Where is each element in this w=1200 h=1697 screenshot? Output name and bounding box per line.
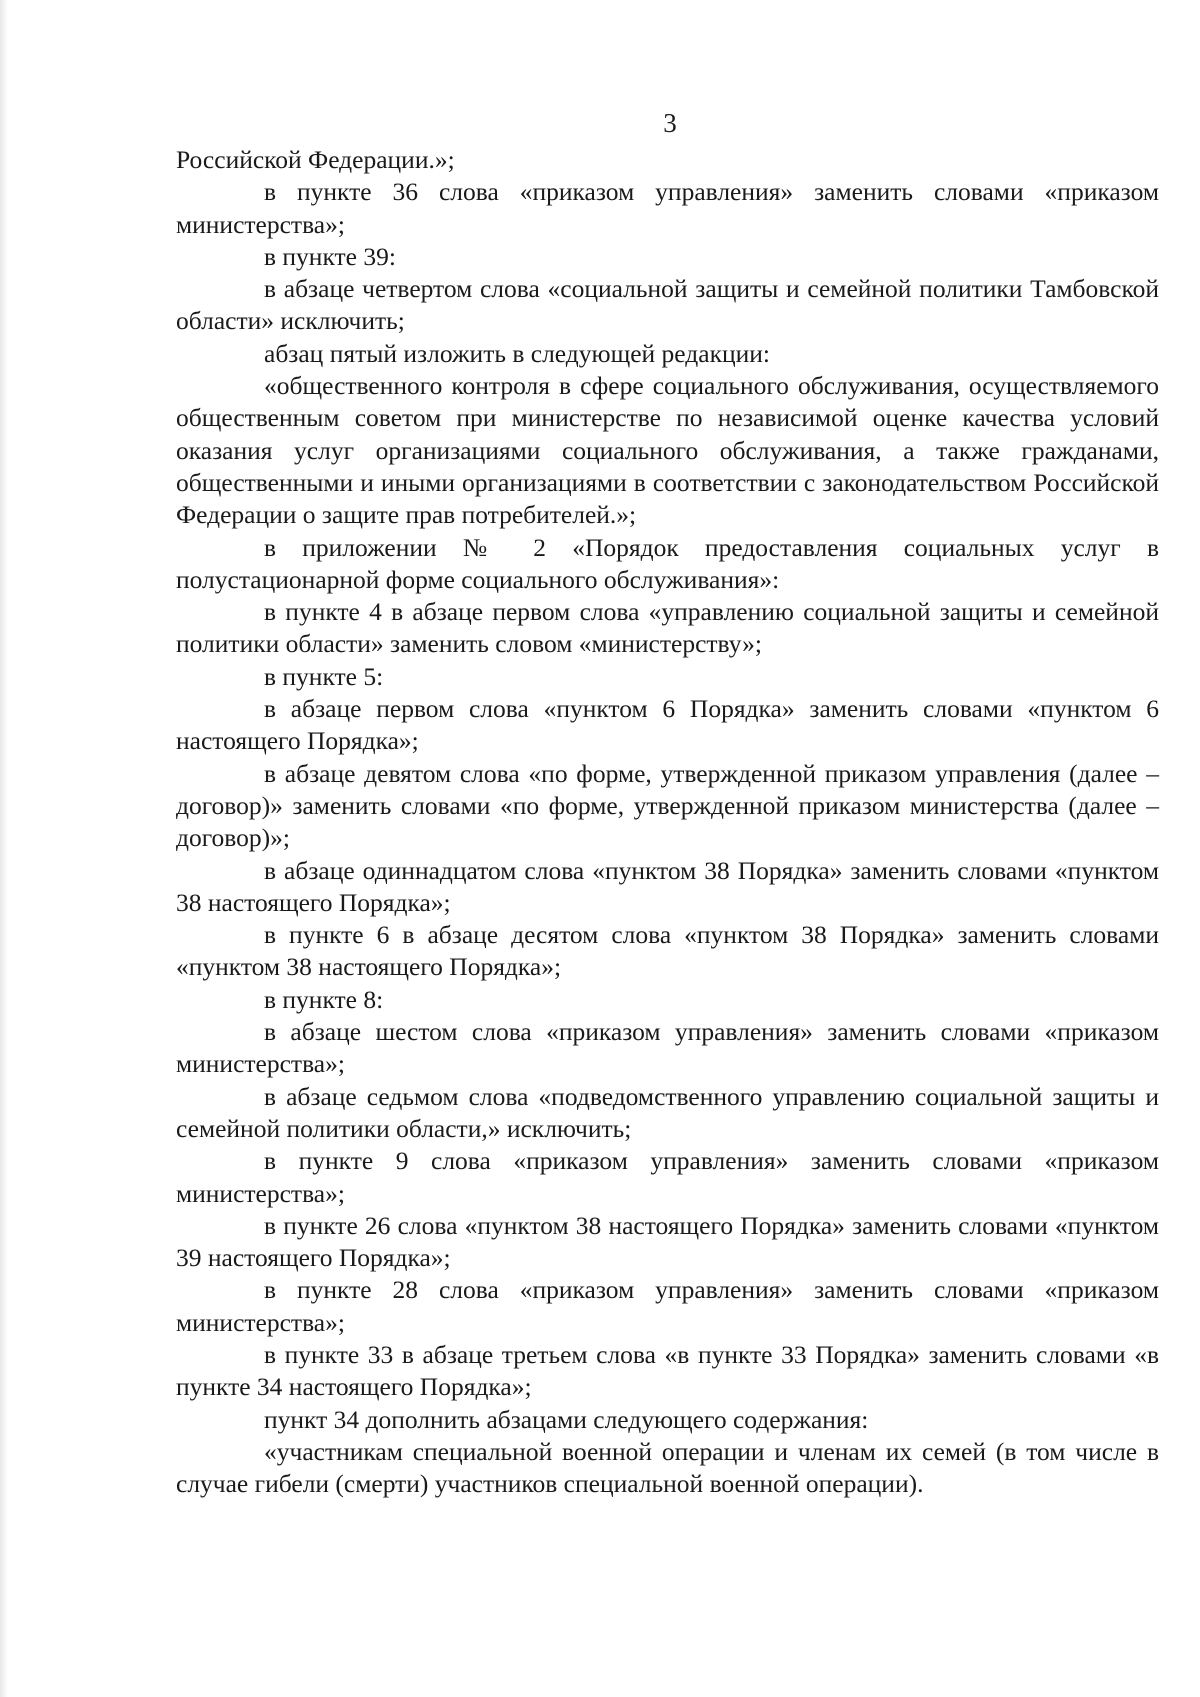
scan-edge-shadow (0, 0, 8, 1697)
paragraph: в абзаце первом слова «пунктом 6 Порядка» заменить словами «пунктом 6 настоящего Порядка»; (176, 694, 1159, 756)
paragraph: в пункте 9 слова «приказом управления» заменить словами «приказом министерства»; (176, 1146, 1159, 1208)
paragraph: в пункте 4 в абзаце первом слова «управлению социальной защиты и семейной политики области» заменить словом «министерству»; (176, 597, 1159, 659)
paragraph: в пункте 26 слова «пунктом 38 настоящего Порядка» заменить словами «пунктом 39 настоящего Порядка»; (176, 1210, 1159, 1273)
paragraph: в абзаце шестом слова «приказом управления» заменить словами «приказом министерства»; (176, 1017, 1159, 1079)
paragraph: в пункте 6 в абзаце десятом слова «пунктом 38 Порядка» заменить словами «пунктом 38 настоящего Порядка»; (176, 920, 1159, 982)
paragraph: «общественного контроля в сфере социального обслуживания, осуществляемого общественным советом при министерстве по независимой оценке качества условий оказания услуг организациями социального обслуживания, а также гражданами, общественными и иными организациями в соответствии с законодательством Российской Федерации о защите прав потребителей.»; (176, 371, 1159, 530)
paragraph: в пункте 39: (264, 241, 396, 271)
paragraph: в пункте 28 слова «приказом управления» заменить словами «приказом министерства»; (176, 1275, 1159, 1337)
page-number (70, 108, 1200, 138)
paragraph: в пункте 8: (264, 984, 384, 1014)
page-number-text: 3 (663, 108, 677, 138)
paragraph: в абзаце одиннадцатом слова «пунктом 38 Порядка» заменить словами «пунктом 38 настоящего Порядка»; (176, 855, 1159, 917)
paragraph: в пункте 36 слова «приказом управления» заменить словами «приказом министерства»; (176, 177, 1159, 239)
paragraph: в абзаце седьмом слова «подведомственного управлению социальной защиты и семейной политики области,» исключить; (176, 1081, 1159, 1143)
paragraph: пункт 34 дополнить абзацами следующего содержания: (264, 1404, 869, 1434)
paragraph: в абзаце девятом слова «по форме, утвержденной приказом управления (далее – договор)» заменить словами «по форме, утвержденной приказом министерства (далее – договор)»; (176, 758, 1159, 853)
paragraph: абзац пятый изложить в следующей редакции: (264, 338, 770, 368)
document-body (176, 144, 1159, 1500)
paragraph: Российской Федерации.»; (176, 145, 455, 174)
paragraph: в приложении № 2 «Порядок предоставления социальных услуг в полустационарной форме социального обслуживания»: (176, 532, 1159, 594)
paragraph: «участникам специальной военной операции и членам их семей (в том числе в случае гибели (смерти) участников специальной военной операции). (176, 1436, 1159, 1499)
paragraph: в пункте 33 в абзаце третьем слова «в пункте 33 Порядка» заменить словами «в пункте 34 настоящего Порядка»; (176, 1339, 1159, 1402)
paragraph: в абзаце четвертом слова «социальной защиты и семейной политики Тамбовской области» исключить; (176, 274, 1159, 336)
paragraph: в пункте 5: (264, 661, 384, 691)
